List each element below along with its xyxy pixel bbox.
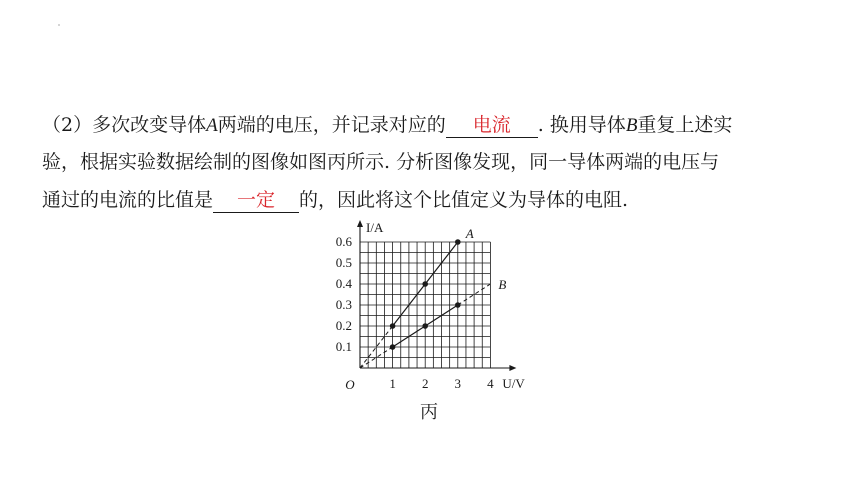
q-line1-c: . 换用导体	[537, 114, 626, 136]
tick-labels	[336, 220, 526, 392]
x-axis-label: U/V	[502, 376, 525, 391]
y-tick-label: 0.1	[335, 339, 352, 354]
x-tick-label: 2	[421, 376, 429, 391]
var-b: B	[625, 115, 638, 136]
question-line-2: 验，根据实验数据绘制的图像如图丙所示. 分析图像发现，同一导体两端的电压与	[42, 151, 720, 173]
q-line1-b: 两端的电压，并记录对应的	[217, 114, 446, 136]
y-axis-arrow	[357, 220, 363, 227]
y-tick-label: 0.4	[335, 276, 352, 291]
y-tick-label: 0.6	[335, 234, 352, 249]
answer-blank-current: 电流	[446, 110, 538, 138]
origin-label: O	[345, 377, 355, 392]
grid	[360, 242, 490, 368]
q-line3-b: 的，因此将这个比值定义为导体的电阻.	[299, 189, 629, 211]
y-tick-label: 0.2	[335, 318, 352, 333]
series-A-point	[422, 281, 428, 287]
series-B-point	[422, 323, 428, 329]
figure-caption: 丙	[420, 402, 438, 423]
var-a: A	[206, 115, 218, 136]
q-line3-a: 通过的电流的比值是	[42, 189, 214, 211]
axes	[357, 220, 516, 371]
y-axis-label: I/A	[366, 220, 384, 235]
series-A-point	[455, 239, 461, 245]
y-tick-label: 0.5	[335, 255, 352, 270]
q-line1-d: 重复上述实	[637, 114, 733, 136]
series-B-label: B	[498, 277, 507, 292]
x-tick-label: 3	[454, 376, 462, 391]
x-axis-arrow	[509, 365, 516, 371]
q-line1-a: （2）多次改变导体	[42, 114, 207, 136]
answer-blank-constant: 一定	[213, 185, 299, 213]
x-tick-label: 4	[487, 376, 494, 391]
series-A-label: A	[465, 226, 474, 241]
series-B-point	[455, 302, 461, 308]
y-tick-label: 0.3	[335, 297, 352, 312]
series-A-point	[390, 323, 396, 329]
x-tick-label: 1	[389, 376, 396, 391]
series-B-point	[390, 344, 396, 350]
